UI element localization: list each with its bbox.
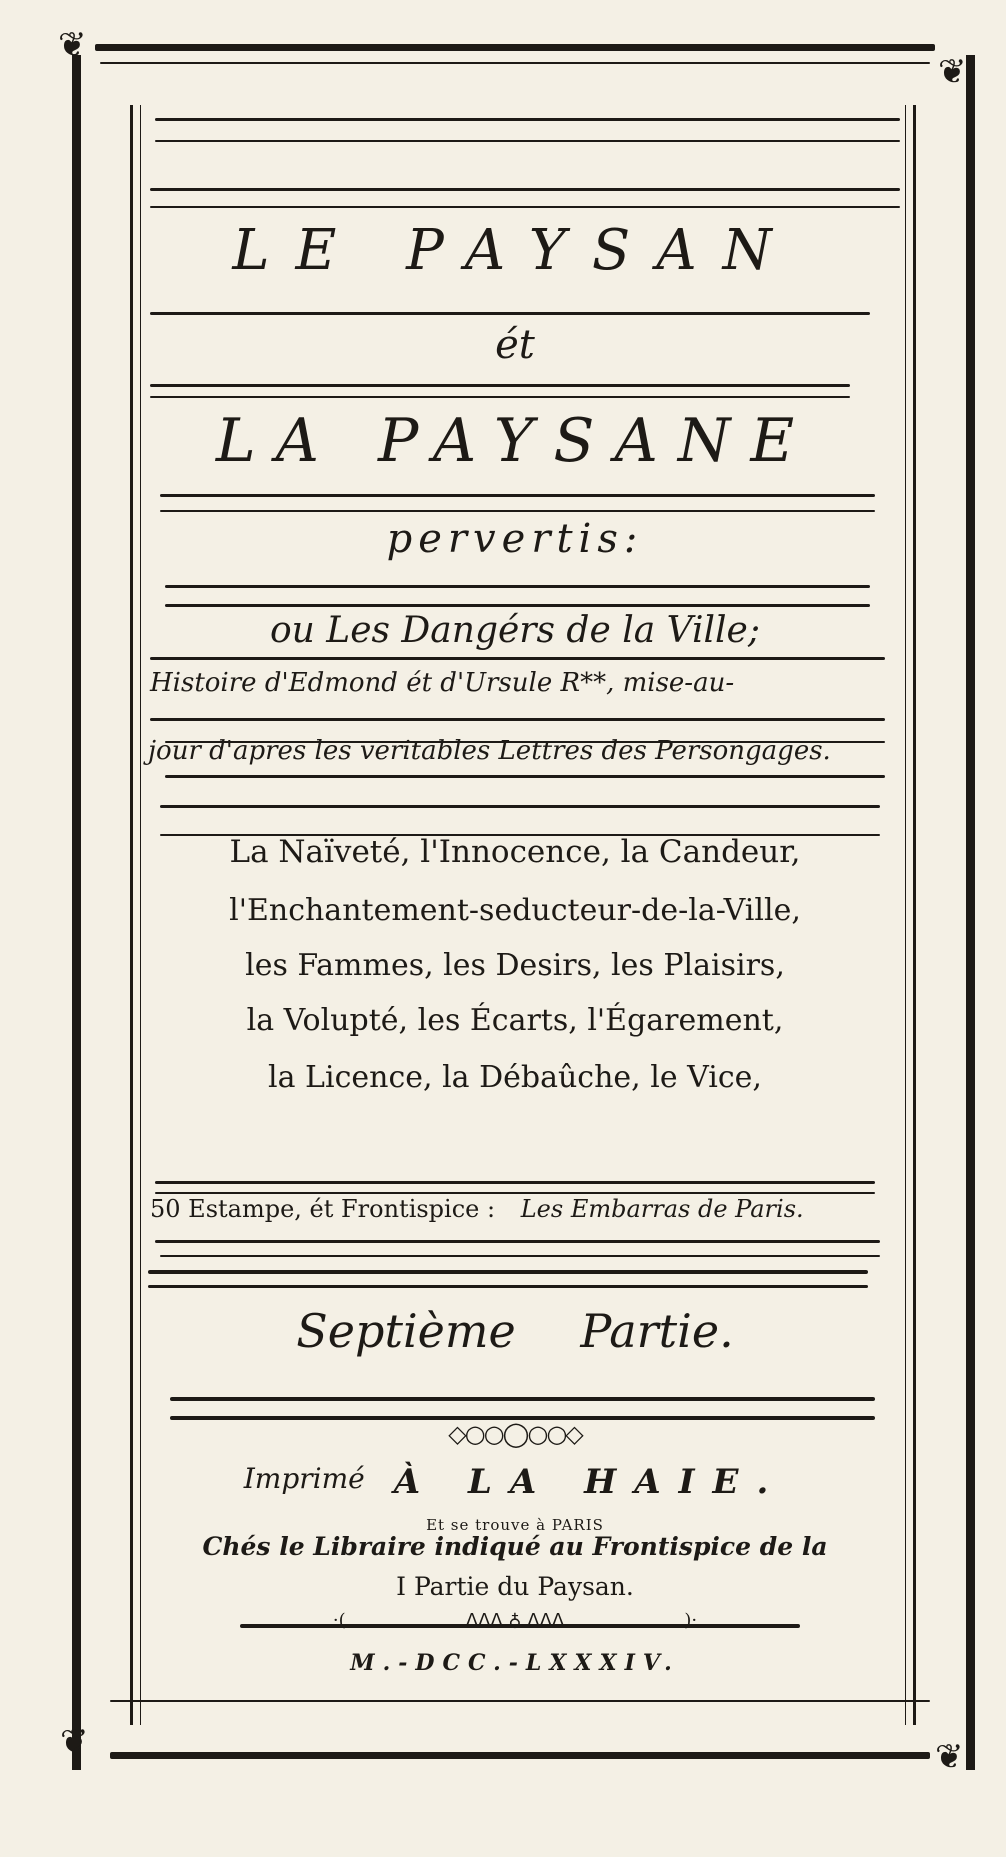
chain-ornament-icon: ◇○○◯○○◇ [448,1420,582,1448]
bookseller-line-1: Chés le Libraire indiqué au Frontispice de la [202,1532,828,1561]
part-title: Septième Partie. [296,1304,734,1358]
corner-ornament-icon: ❦ [60,1722,89,1762]
theme-line: les Fammes, les Desirs, les Plaisirs, [245,948,785,983]
title-conjunction: ét [495,322,535,368]
estampe-label: 50 Estampe, ét Frontispice : [150,1195,496,1223]
imprint-label: Imprimé [243,1462,365,1495]
corner-ornament-icon: ❦ [935,1737,964,1777]
theme-line: la Licence, la Débaûche, le Vice, [268,1060,762,1095]
bookseller-line-2: I Partie du Paysan. [396,1572,634,1601]
theme-line: La Naïveté, l'Innocence, la Candeur, [229,834,801,870]
bottom-ornament-icon: ·( ᐃᐃᐃ ♁ ᐃᐃᐃ )· [332,1610,698,1631]
theme-line: la Volupté, les Écarts, l'Égarement, [246,1003,784,1038]
title-la-paysane: LA PAYSANE [215,406,815,476]
estampe-line [150,1195,880,1223]
story-line-1: Histoire d'Edmond ét d'Ursule R**, mise-au- [150,668,735,698]
imprint-line [150,1462,880,1502]
date: M.-DCC.-LXXXIV. [350,1650,680,1676]
corner-ornament-icon: ❦ [938,52,967,92]
story-line-2: jour d'apres les veritables Lettres des Persongages. [148,736,831,766]
theme-line: l'Enchantement-seducteur-de-la-Ville, [229,893,801,928]
subtitle: ou Les Dangérs de la Ville; [270,610,760,651]
title-le-paysan: LE PAYSAN [232,218,798,283]
imprint-place: À LA HAIE. [393,1462,787,1502]
corner-ornament-icon: ❦ [58,25,87,65]
sold-at: Et se trouve à PARIS [426,1516,604,1534]
title-pervertis: pervertis: [386,516,644,562]
estampe-title: Les Embarras de Paris. [520,1195,804,1223]
